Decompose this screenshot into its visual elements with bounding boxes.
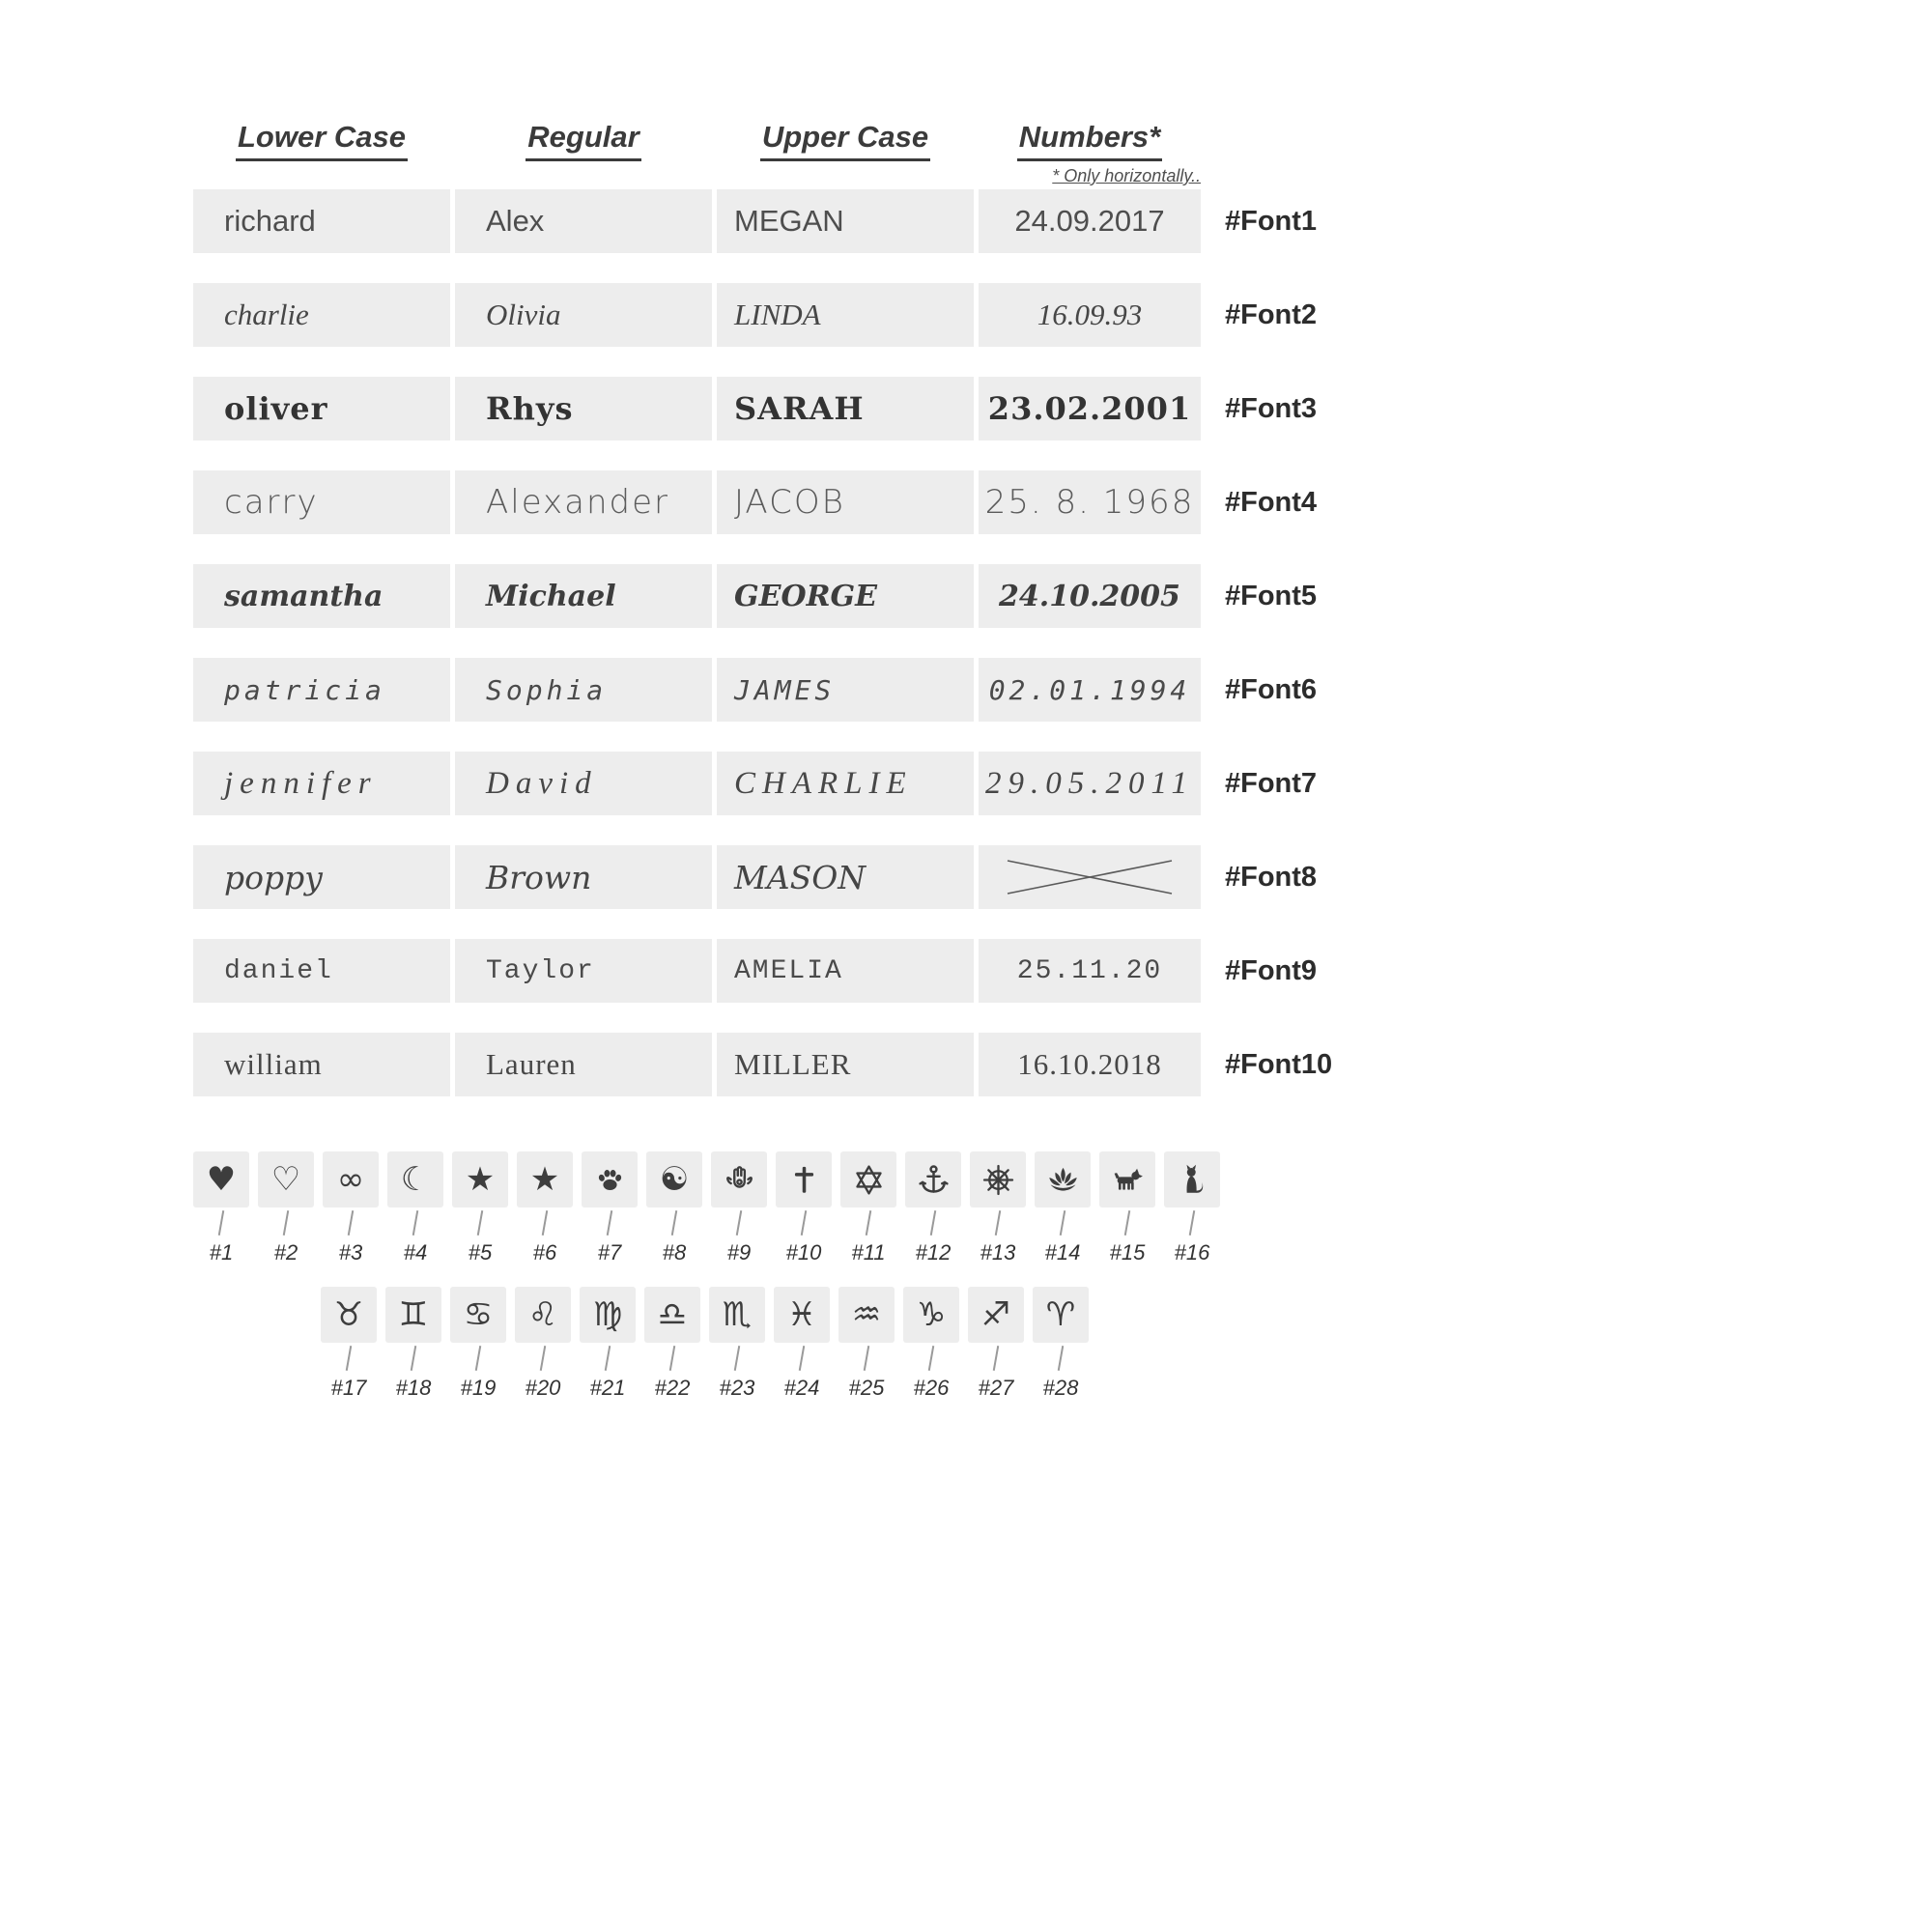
- lower-case-cell: [193, 939, 450, 1003]
- symbol-number-label: #19: [460, 1376, 497, 1400]
- numbers-cell: [979, 564, 1201, 628]
- capricorn-icon: ♑: [903, 1287, 959, 1343]
- connector-line: [1058, 1346, 1064, 1371]
- connector-line: [995, 1210, 1001, 1236]
- symbol-heart: [193, 1151, 249, 1265]
- lower-case-sample: poppy: [224, 858, 323, 896]
- symbol-number-label: #16: [1174, 1240, 1210, 1264]
- symbol-number-label: #8: [662, 1240, 687, 1264]
- connector-line: [283, 1210, 289, 1236]
- table-header: [193, 114, 1389, 189]
- font-id-text: #Font8: [1225, 861, 1318, 893]
- numbers-cell: [979, 1033, 1201, 1096]
- font-id-text: #Font9: [1225, 954, 1318, 986]
- regular-sample: Alexander: [486, 483, 670, 522]
- regular-cell: [455, 377, 712, 440]
- font-row-5: [193, 564, 1389, 628]
- pisces-icon: ♓: [774, 1287, 830, 1343]
- connector-line: [477, 1210, 483, 1236]
- regular-sample: Brown: [486, 858, 592, 896]
- lower-case-cell: [193, 564, 450, 628]
- symbol-number-label: #7: [597, 1240, 622, 1264]
- aquarius-icon: ♒: [838, 1287, 895, 1343]
- symbol-number-label: #13: [980, 1240, 1016, 1264]
- open-heart-icon: ♡: [258, 1151, 314, 1208]
- lower-case-cell: [193, 1033, 450, 1096]
- hamsa-icon: [722, 1162, 757, 1198]
- column-header-lower-case: Lower Case: [236, 114, 408, 161]
- upper-case-sample: JACOB: [734, 483, 845, 522]
- regular-sample: Taylor: [486, 955, 595, 986]
- font-id-label: [1206, 470, 1389, 534]
- cross-icon: [786, 1162, 822, 1198]
- symbol-star: [452, 1151, 508, 1265]
- font-row-9: [193, 939, 1389, 1003]
- upper-case-sample: MEGAN: [734, 204, 844, 238]
- lower-case-cell: [193, 377, 450, 440]
- font-id-label: [1206, 377, 1389, 440]
- symbol-number-label: #20: [525, 1376, 561, 1400]
- upper-case-cell: [717, 564, 974, 628]
- connector-line: [930, 1210, 936, 1236]
- numbers-cell: [979, 283, 1201, 347]
- gemini-icon: ♊: [385, 1287, 441, 1343]
- upper-case-sample: LINDA: [734, 298, 821, 331]
- numbers-sample: 25. 8. 1968: [984, 483, 1195, 522]
- symbol-number-label: #27: [978, 1376, 1014, 1400]
- lower-case-sample: carry: [224, 483, 319, 522]
- symbol-star-of-david: [840, 1151, 896, 1265]
- font-id-text: #Font1: [1225, 205, 1318, 237]
- aries-icon: ♈: [1033, 1287, 1089, 1343]
- connector-line: [671, 1210, 677, 1236]
- font-id-label: [1206, 845, 1389, 909]
- star-icon: ★: [452, 1151, 508, 1208]
- symbol-yin-yang: [646, 1151, 702, 1265]
- connector-line: [736, 1210, 742, 1236]
- cross-box: [776, 1151, 832, 1208]
- symbol-anchor: [905, 1151, 961, 1265]
- numbers-sample: 16.10.2018: [1017, 1047, 1162, 1081]
- regular-sample: David: [486, 765, 598, 801]
- font-id-label: [1206, 752, 1389, 815]
- numbers-cell: [979, 377, 1201, 440]
- lower-case-cell: [193, 470, 450, 534]
- connector-line: [348, 1210, 354, 1236]
- upper-case-sample: JAMES: [734, 673, 836, 706]
- connector-line: [412, 1210, 418, 1236]
- symbol-paw: [582, 1151, 638, 1265]
- regular-cell: [455, 939, 712, 1003]
- lower-case-sample: william: [224, 1047, 323, 1081]
- lotus-box: [1035, 1151, 1091, 1208]
- star-filled-icon: ★: [517, 1151, 573, 1208]
- connector-line: [218, 1210, 224, 1236]
- yin-yang-icon: ☯: [646, 1151, 702, 1208]
- upper-case-sample: MILLER: [734, 1047, 852, 1081]
- font-row-4: [193, 470, 1389, 534]
- lower-case-cell: [193, 189, 450, 253]
- upper-case-cell: [717, 283, 974, 347]
- symbol-libra: [644, 1287, 700, 1401]
- symbol-aquarius: [838, 1287, 895, 1401]
- column-header-regular: Regular: [526, 114, 640, 161]
- symbol-lotus: [1035, 1151, 1091, 1265]
- regular-sample: Olivia: [486, 298, 561, 331]
- lower-case-sample: charlie: [224, 298, 309, 331]
- leo-icon: ♌: [515, 1287, 571, 1343]
- symbol-aries: [1033, 1287, 1089, 1401]
- connector-line: [928, 1346, 934, 1371]
- regular-sample: Alex: [486, 204, 545, 238]
- upper-case-cell: [717, 752, 974, 815]
- font-id-label: [1206, 658, 1389, 722]
- font-id-label: [1206, 283, 1389, 347]
- regular-cell: [455, 470, 712, 534]
- numbers-cell: [979, 939, 1201, 1003]
- connector-line: [799, 1346, 805, 1371]
- connector-line: [1124, 1210, 1130, 1236]
- numbers-sample: 23.02.2001: [987, 390, 1192, 427]
- numbers-sample: 29.05.2011: [984, 765, 1195, 801]
- anchor-icon: [916, 1162, 952, 1198]
- numbers-sample: 25.11.20: [1016, 955, 1163, 986]
- numbers-sample: 24.09.2017: [1014, 204, 1165, 238]
- connector-line: [866, 1210, 871, 1236]
- regular-cell: [455, 752, 712, 815]
- symbol-number-label: #22: [654, 1376, 691, 1400]
- regular-cell: [455, 283, 712, 347]
- symbol-number-label: #6: [532, 1240, 557, 1264]
- symbol-dog: [1099, 1151, 1155, 1265]
- connector-line: [1060, 1210, 1065, 1236]
- font-id-text: #Font6: [1225, 673, 1318, 705]
- star-of-david-icon: [851, 1162, 887, 1198]
- taurus-icon: ♉: [321, 1287, 377, 1343]
- connector-line: [993, 1346, 999, 1371]
- connector-line: [605, 1346, 611, 1371]
- symbol-pisces: [774, 1287, 830, 1401]
- numbers-sample: 02.01.1994: [988, 673, 1191, 706]
- upper-case-sample: AMELIA: [734, 955, 843, 986]
- connector-line: [669, 1346, 675, 1371]
- symbol-virgo: [580, 1287, 636, 1401]
- anchor-box: [905, 1151, 961, 1208]
- font-row-10: [193, 1033, 1389, 1096]
- lower-case-sample: oliver: [224, 390, 328, 427]
- header-lower-case: [193, 114, 450, 161]
- lower-case-cell: [193, 752, 450, 815]
- numbers-sample: 24.10.2005: [999, 579, 1180, 613]
- upper-case-cell: [717, 377, 974, 440]
- lower-case-sample: daniel: [224, 955, 333, 986]
- lower-case-sample: richard: [224, 204, 316, 238]
- paw-icon: [592, 1162, 628, 1198]
- font-row-1: [193, 189, 1389, 253]
- font-row-3: [193, 377, 1389, 440]
- symbol-number-label: #26: [913, 1376, 950, 1400]
- symbol-cancer: [450, 1287, 506, 1401]
- sagittarius-icon: ♐: [968, 1287, 1024, 1343]
- font-id-label: [1206, 939, 1389, 1003]
- font-table: [193, 114, 1389, 1126]
- numbers-cell: [979, 658, 1201, 722]
- hamsa-box: [711, 1151, 767, 1208]
- regular-cell: [455, 189, 712, 253]
- regular-sample: Michael: [486, 579, 616, 613]
- symbol-number-label: #4: [403, 1240, 428, 1264]
- font-row-2: [193, 283, 1389, 347]
- symbol-number-label: #28: [1042, 1376, 1079, 1400]
- numbers-cell: [979, 470, 1201, 534]
- symbol-number-label: #11: [851, 1240, 886, 1264]
- font-row-6: [193, 658, 1389, 722]
- paw-box: [582, 1151, 638, 1208]
- symbol-hamsa: [711, 1151, 767, 1265]
- cancer-icon: ♋: [450, 1287, 506, 1343]
- connector-line: [540, 1346, 546, 1371]
- connector-line: [1189, 1210, 1195, 1236]
- symbol-number-label: #14: [1044, 1240, 1081, 1264]
- heart-icon: ♥: [193, 1151, 249, 1208]
- symbol-number-label: #15: [1109, 1240, 1146, 1264]
- star-of-david-box: [840, 1151, 896, 1208]
- symbol-number-label: #21: [589, 1376, 626, 1400]
- numbers-sample: 16.09.93: [1037, 298, 1143, 331]
- regular-sample: Sophia: [486, 673, 608, 706]
- symbol-number-label: #12: [915, 1240, 952, 1264]
- symbol-number-label: #1: [209, 1240, 234, 1264]
- regular-cell: [455, 564, 712, 628]
- header-upper-case: [717, 114, 974, 161]
- symbol-capricorn: [903, 1287, 959, 1401]
- symbol-ship-wheel: [970, 1151, 1026, 1265]
- connector-line: [411, 1346, 416, 1371]
- regular-cell: [455, 845, 712, 909]
- upper-case-cell: [717, 470, 974, 534]
- font-id-label: [1206, 564, 1389, 628]
- lower-case-sample: patricia: [224, 673, 385, 706]
- font-id-text: #Font5: [1225, 580, 1318, 611]
- upper-case-sample: CHARLIE: [734, 765, 913, 801]
- font-id-text: #Font3: [1225, 392, 1318, 424]
- not-available-cross-icon: [998, 855, 1181, 899]
- symbol-number-label: #17: [330, 1376, 367, 1400]
- connector-line: [864, 1346, 869, 1371]
- font-id-text: #Font7: [1225, 767, 1318, 799]
- symbol-open-heart: [258, 1151, 314, 1265]
- dog-icon: [1110, 1162, 1146, 1198]
- font-row-8: [193, 845, 1389, 909]
- upper-case-cell: [717, 845, 974, 909]
- connector-line: [475, 1346, 481, 1371]
- upper-case-cell: [717, 1033, 974, 1096]
- column-header-numbers: Numbers*: [1017, 114, 1162, 161]
- connector-line: [542, 1210, 548, 1236]
- libra-icon: ♎: [644, 1287, 700, 1343]
- symbol-number-label: #9: [726, 1240, 752, 1264]
- symbol-number-label: #23: [719, 1376, 755, 1400]
- regular-sample: Rhys: [486, 390, 574, 427]
- symbol-number-label: #5: [468, 1240, 493, 1264]
- font-id-label: [1206, 1033, 1389, 1096]
- symbol-number-label: #18: [395, 1376, 432, 1400]
- symbol-cross: [776, 1151, 832, 1265]
- dog-box: [1099, 1151, 1155, 1208]
- symbol-number-label: #24: [783, 1376, 820, 1400]
- symbol-leo: [515, 1287, 571, 1401]
- symbol-number-label: #2: [273, 1240, 298, 1264]
- upper-case-sample: MASON: [734, 858, 867, 896]
- header-numbers: [979, 114, 1201, 186]
- connector-line: [607, 1210, 612, 1236]
- connector-line: [734, 1346, 740, 1371]
- numbers-cell: [979, 189, 1201, 253]
- lower-case-cell: [193, 658, 450, 722]
- lower-case-sample: samantha: [224, 579, 384, 613]
- symbol-cat: [1164, 1151, 1220, 1265]
- symbol-number-label: #3: [338, 1240, 363, 1264]
- lotus-icon: [1045, 1162, 1081, 1198]
- upper-case-cell: [717, 939, 974, 1003]
- font-id-text: #Font10: [1225, 1048, 1333, 1080]
- regular-sample: Lauren: [486, 1047, 577, 1081]
- header-regular: [455, 114, 712, 161]
- font-id-label: [1206, 189, 1389, 253]
- symbol-number-label: #10: [785, 1240, 822, 1264]
- lower-case-cell: [193, 845, 450, 909]
- regular-cell: [455, 658, 712, 722]
- upper-case-sample: GEORGE: [734, 579, 878, 613]
- symbol-infinity: [323, 1151, 379, 1265]
- ship-wheel-icon: [980, 1162, 1016, 1198]
- crescent-moon-icon: ☾: [387, 1151, 443, 1208]
- ship-wheel-box: [970, 1151, 1026, 1208]
- upper-case-sample: SARAH: [734, 390, 865, 427]
- symbol-star-filled: [517, 1151, 573, 1265]
- font-row-7: [193, 752, 1389, 815]
- symbol-taurus: [321, 1287, 377, 1401]
- regular-cell: [455, 1033, 712, 1096]
- lower-case-cell: [193, 283, 450, 347]
- upper-case-cell: [717, 189, 974, 253]
- symbol-sagittarius: [968, 1287, 1024, 1401]
- symbol-number-label: #25: [848, 1376, 885, 1400]
- numbers-cell-crossed: [979, 845, 1201, 909]
- symbols-row-1: [193, 1151, 1220, 1265]
- scorpio-icon: ♏: [709, 1287, 765, 1343]
- symbol-crescent-moon: [387, 1151, 443, 1265]
- numbers-footnote: * Only horizontally..: [1052, 166, 1201, 185]
- cat-icon: [1175, 1162, 1210, 1198]
- connector-line: [346, 1346, 352, 1371]
- cat-box: [1164, 1151, 1220, 1208]
- upper-case-cell: [717, 658, 974, 722]
- symbol-scorpio: [709, 1287, 765, 1401]
- symbol-gemini: [385, 1287, 441, 1401]
- font-id-text: #Font4: [1225, 486, 1318, 518]
- numbers-cell: [979, 752, 1201, 815]
- font-id-text: #Font2: [1225, 298, 1318, 330]
- infinity-icon: ∞: [323, 1151, 379, 1208]
- column-header-upper-case: Upper Case: [760, 114, 930, 161]
- virgo-icon: ♍: [580, 1287, 636, 1343]
- symbols-row-2: [321, 1287, 1089, 1401]
- connector-line: [801, 1210, 807, 1236]
- lower-case-sample: jennifer: [224, 765, 378, 801]
